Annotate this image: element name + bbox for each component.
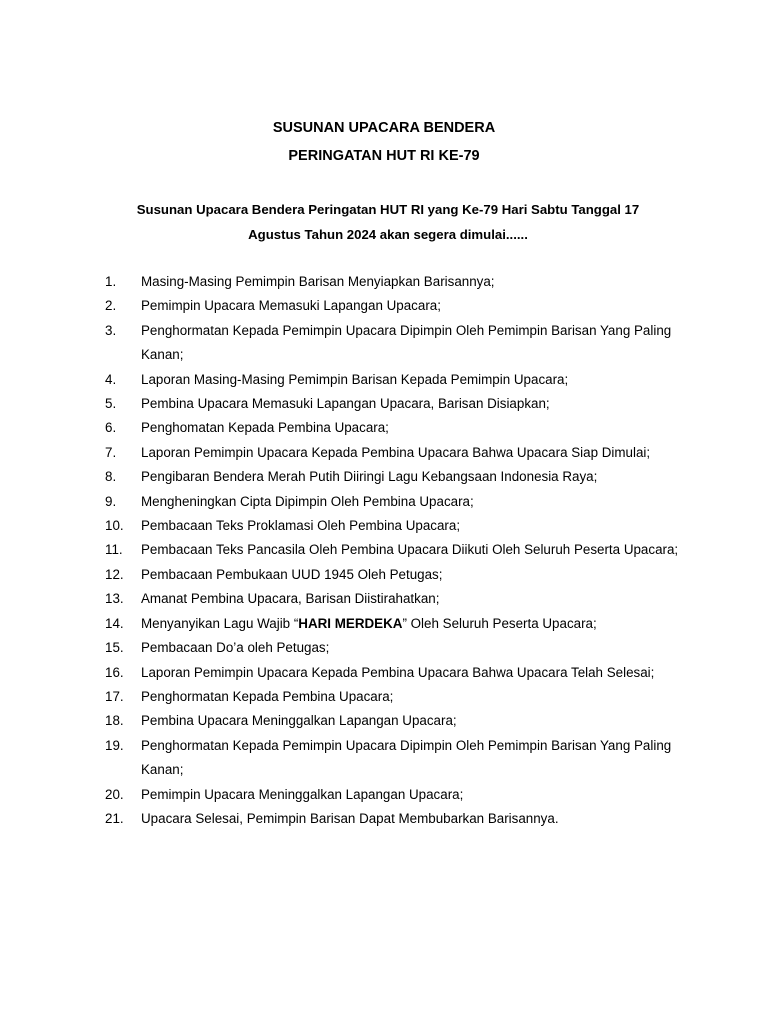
document-subtitle: PERINGATAN HUT RI KE-79 xyxy=(288,148,480,164)
list-item xyxy=(0,294,768,318)
song-intro-text: Menyanyikan Lagu Wajib “ xyxy=(141,615,299,631)
list-item-number: 18. xyxy=(105,713,124,729)
list-item-number: 14. xyxy=(105,615,124,631)
list-item-number: 4. xyxy=(105,371,117,387)
list-item-number: 16. xyxy=(105,664,124,680)
list-item xyxy=(0,612,768,636)
list-item xyxy=(0,563,768,587)
list-item xyxy=(0,807,768,831)
list-item xyxy=(0,783,768,807)
list-item-text: Pembacaan Do’a oleh Petugas; xyxy=(141,640,330,656)
list-item-text: Masing-Masing Pemimpin Barisan Menyiapkan Barisannya; xyxy=(141,274,495,289)
ceremony-steps-list xyxy=(0,270,768,831)
list-item-number: 5. xyxy=(105,396,117,412)
list-item-text xyxy=(141,612,681,636)
list-item-text: Laporan Pemimpin Upacara Kepada Pembina Upacara Bahwa Upacara Telah Selesai; xyxy=(141,664,655,680)
list-item-number: 15. xyxy=(105,640,124,656)
list-item-text: Penghomatan Kepada Pembina Upacara; xyxy=(141,420,389,436)
list-item xyxy=(0,636,768,660)
list-item xyxy=(0,465,768,489)
list-item xyxy=(0,685,768,709)
list-item-text: Pemimpin Upacara Meninggalkan Lapangan Upacara; xyxy=(141,786,464,802)
song-title: HARI MERDEKA xyxy=(298,615,403,631)
list-item-text: Pembina Upacara Meninggalkan Lapangan Upacara; xyxy=(141,713,457,729)
list-item-text: Laporan Pemimpin Upacara Kepada Pembina Upacara Bahwa Upacara Siap Dimulai; xyxy=(141,444,651,460)
list-item-text: Pemimpin Upacara Memasuki Lapangan Upacara; xyxy=(141,298,441,314)
list-item xyxy=(0,441,768,465)
song-outro-text: ” Oleh Seluruh Peserta Upacara; xyxy=(402,615,597,631)
list-item xyxy=(0,392,768,416)
document-title: SUSUNAN UPACARA BENDERA xyxy=(272,120,496,136)
list-item-number: 3. xyxy=(105,322,117,338)
list-item xyxy=(0,319,768,368)
list-item xyxy=(0,490,768,514)
list-item xyxy=(0,709,768,733)
list-item-text: Penghormatan Kepada Pemimpin Upacara Dipimpin Oleh Pemimpin Barisan Yang Paling Kanan; xyxy=(141,737,672,778)
list-item-text: Pembacaan Teks Proklamasi Oleh Pembina Upacara; xyxy=(141,518,461,534)
list-item-number: 8. xyxy=(105,469,117,485)
list-item xyxy=(0,368,768,392)
list-item-text: Penghormatan Kepada Pembina Upacara; xyxy=(141,688,394,704)
list-item-number: 6. xyxy=(105,420,117,436)
list-item-number: 7. xyxy=(105,444,117,460)
list-item xyxy=(0,270,768,294)
list-item-text: Pembacaan Pembukaan UUD 1945 Oleh Petugas; xyxy=(141,566,443,582)
list-item-text: Laporan Masing-Masing Pemimpin Barisan Kepada Pemimpin Upacara; xyxy=(141,371,569,387)
list-item-number: 9. xyxy=(105,493,117,509)
list-item-number: 17. xyxy=(105,688,124,704)
list-item-number: 21. xyxy=(105,810,124,826)
list-item-text: Pembacaan Teks Pancasila Oleh Pembina Upacara Diikuti Oleh Seluruh Peserta Upacara; xyxy=(141,542,679,558)
list-item-number: 2. xyxy=(105,298,117,314)
list-item xyxy=(0,514,768,538)
list-item-number: 20. xyxy=(105,786,124,802)
list-item xyxy=(0,661,768,685)
list-item xyxy=(0,538,768,562)
list-item-number: 19. xyxy=(105,737,124,753)
list-item-text: Pembina Upacara Memasuki Lapangan Upacara, Barisan Disiapkan; xyxy=(141,396,550,412)
list-item-number: 1. xyxy=(105,274,117,289)
list-item-text: Penghormatan Kepada Pemimpin Upacara Dipimpin Oleh Pemimpin Barisan Yang Paling Kanan; xyxy=(141,322,672,363)
list-item-text: Upacara Selesai, Pemimpin Barisan Dapat Membubarkan Barisannya. xyxy=(141,810,559,826)
list-item xyxy=(0,734,768,783)
list-item-number: 10. xyxy=(105,518,124,534)
list-item-text: Pengibaran Bendera Merah Putih Diiringi Lagu Kebangsaan Indonesia Raya; xyxy=(141,469,598,485)
list-item-text: Amanat Pembina Upacara, Barisan Diistirahatkan; xyxy=(141,591,440,607)
list-item xyxy=(0,416,768,440)
list-item-number: 13. xyxy=(105,591,124,607)
list-item-number: 12. xyxy=(105,566,124,582)
intro-paragraph: Susunan Upacara Bendera Peringatan HUT RI yang Ke-79 Hari Sabtu Tanggal 17 Agustus Tahun 2024 akan segera dimulai...... xyxy=(136,202,640,242)
list-item-number: 11. xyxy=(105,542,123,558)
list-item-text: Mengheningkan Cipta Dipimpin Oleh Pembina Upacara; xyxy=(141,493,474,509)
list-item xyxy=(0,587,768,611)
